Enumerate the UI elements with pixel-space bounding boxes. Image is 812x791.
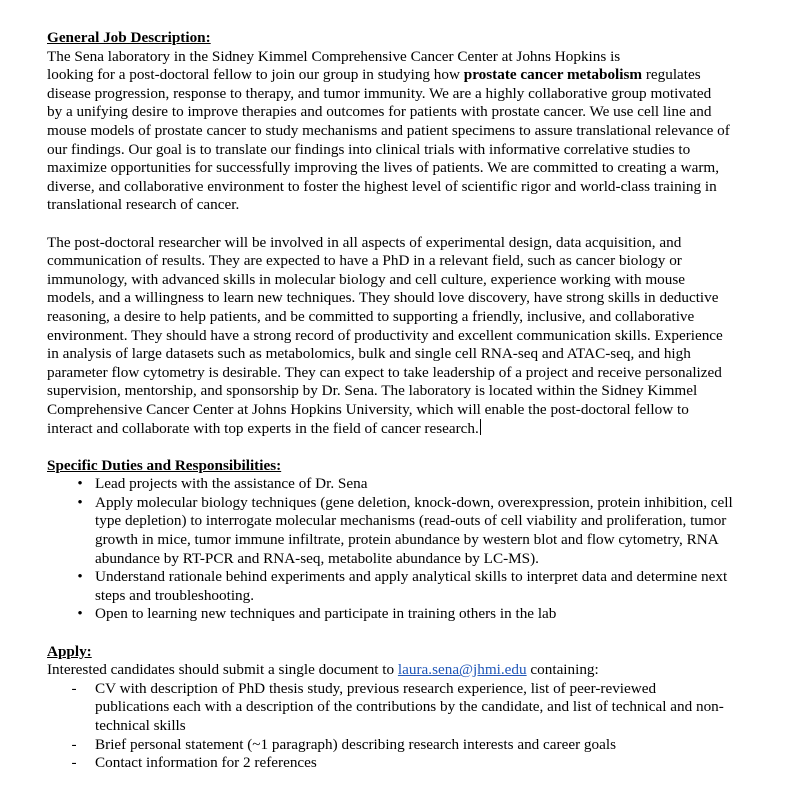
apply-list: [47, 680, 775, 773]
apply-heading: Apply:: [47, 642, 92, 660]
text-line: publications each with a description of the contributions by the candidate, and list of technical and non-: [95, 698, 724, 716]
text-line: steps and troubleshooting.: [95, 586, 255, 604]
text-line: environment. They should have a strong record of productivity and excellent communication skills. Experience: [47, 326, 723, 344]
text-line: translational research of cancer.: [47, 196, 240, 214]
general-description-paragraph-2: [47, 234, 775, 439]
duties-list: [47, 475, 775, 624]
text-line: disease progression, response to therapy, and tumor immunity. We are a highly collaborative group motivated: [47, 84, 712, 102]
emphasis-prostate-cancer-metabolism: prostate cancer metabolism: [463, 66, 643, 84]
bullet-icon: •: [77, 605, 83, 623]
text-line: models, and a willingness to learn new techniques. They should love discovery, have strong skills in deductive: [47, 289, 719, 307]
text-line: communication of results. They are expected to have a PhD in a relevant field, such as cancer biology or: [47, 252, 682, 270]
text-line: parameter flow cytometry is desirable. They can expect to take leadership of a project and receive personalized: [47, 363, 722, 381]
text-line: Apply molecular biology techniques (gene deletion, knock-down, overexpression, protein inhibition, cell: [95, 493, 733, 511]
paragraph-gap: [47, 624, 775, 643]
list-item: [47, 475, 775, 494]
text-line: The Sena laboratory in the Sidney Kimmel Comprehensive Cancer Center at Johns Hopkins is: [47, 47, 621, 65]
text-line: supervision, mentorship, and sponsorship by Dr. Sena. The laboratory is located within the Sidney Kimmel: [47, 382, 698, 400]
text-line: abundance by RT-PCR and RNA-seq, metabolite abundance by LC-MS).: [95, 549, 539, 567]
bullet-icon: •: [77, 568, 83, 586]
text-line: CV with description of PhD thesis study, previous research experience, list of peer-reviewed: [95, 679, 657, 697]
text-line: Comprehensive Cancer Center at Johns Hopkins University, which will enable the post-doctoral fellow to: [47, 400, 689, 418]
text-line: reasoning, a desire to help patients, and be committed to supporting a friendly, inclusive, and collaborative: [47, 307, 695, 325]
text-line: looking for a post-doctoral fellow to join our group in studying how prostate cancer metabolism regulates: [47, 66, 701, 84]
list-item: [47, 494, 775, 568]
text-line: mouse models of prostate cancer to study mechanisms and patient specimens to assure translational relevance of: [47, 121, 730, 139]
text-line: by a unifying desire to improve therapies and outcomes for patients with prostate cancer. We use cell line and: [47, 103, 712, 121]
general-description-paragraph-1: [47, 48, 775, 215]
text-line: interact and collaborate with top experts in the field of cancer research.: [47, 420, 479, 438]
text-line: growth in mice, tumor immune infiltrate, protein abundance by western blot and flow cytometry, RNA: [95, 531, 719, 549]
list-item: [47, 568, 775, 605]
duties-heading: Specific Duties and Responsibilities:: [47, 456, 282, 474]
bullet-icon: •: [77, 493, 83, 511]
text-line: our findings. Our goal is to translate our findings into clinical trials with informative correlative studies to: [47, 140, 691, 158]
dash-icon: -: [71, 754, 77, 772]
contact-email-link[interactable]: laura.sena@jhmi.edu: [397, 661, 527, 679]
text-line: Open to learning new techniques and participate in training others in the lab: [95, 605, 557, 623]
text-line: The post-doctoral researcher will be involved in all aspects of experimental design, data acquisition, and: [47, 233, 682, 251]
list-item: [47, 605, 775, 624]
text-line: type depletion) to interrogate molecular mechanisms (read-outs of cell viability and proliferation, tumor: [95, 512, 727, 530]
text-line: Brief personal statement (~1 paragraph) describing research interests and career goals: [95, 735, 616, 753]
text-line: maximize opportunities for successfully improving the lives of patients. We are committed to creating a warm,: [47, 159, 720, 177]
paragraph-gap: [47, 215, 775, 234]
text-line: technical skills: [95, 716, 186, 734]
list-item: [47, 754, 775, 773]
text-cursor: [480, 419, 481, 435]
text-line: diverse, and collaborative environment to foster the highest level of scientific rigor and world-class training in: [47, 177, 717, 195]
text-line: Lead projects with the assistance of Dr. Sena: [95, 475, 368, 493]
text-line: Contact information for 2 references: [95, 754, 317, 772]
paragraph-gap: [47, 438, 775, 457]
dash-icon: -: [71, 679, 77, 697]
text-line: Understand rationale behind experiments and apply analytical skills to interpret data and determine next: [95, 568, 728, 586]
bullet-icon: •: [77, 475, 83, 493]
apply-intro: Interested candidates should submit a single document to laura.sena@jhmi.edu containing:: [47, 661, 599, 679]
dash-icon: -: [71, 735, 77, 753]
text-line: immunology, with advanced skills in molecular biology and cell culture, experience working with mouse: [47, 270, 686, 288]
text-line: in analysis of large datasets such as metabolomics, bulk and single cell RNA-seq and ATAC-seq, and high: [47, 345, 691, 363]
general-description-heading: General Job Description:: [47, 29, 211, 46]
list-item: [47, 680, 775, 736]
job-posting-document: [47, 29, 775, 773]
list-item: [47, 736, 775, 755]
